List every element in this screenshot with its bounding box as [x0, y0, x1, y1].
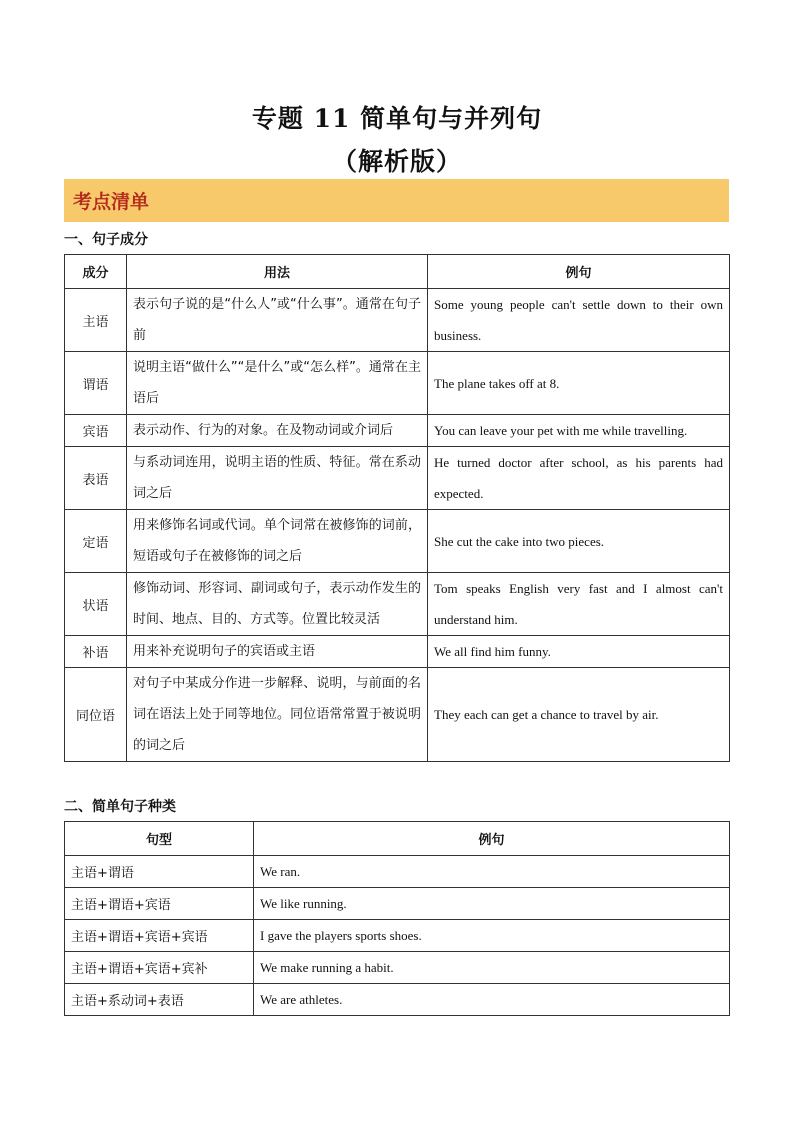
- example-cell: They each can get a chance to travel by air.: [428, 668, 730, 762]
- page-title: 专题 11 简单句与并列句: [251, 104, 543, 133]
- example-cell: He turned doctor after school, as his parents had expected.: [428, 447, 730, 510]
- usage-cell: 对句子中某成分作进一步解释、说明，与前面的名词在语法上处于同等地位。同位语常常置于被说明的词之后: [127, 668, 428, 762]
- table-row: [65, 289, 730, 352]
- example-cell: We ran.: [254, 856, 730, 888]
- table-row: [65, 984, 730, 1016]
- component-cell: 同位语: [65, 668, 127, 762]
- table-row: [65, 510, 730, 573]
- component-cell: 状语: [65, 573, 127, 636]
- table-row: [65, 888, 730, 920]
- example-cell: We all find him funny.: [428, 636, 730, 668]
- table-row: [65, 573, 730, 636]
- usage-cell: 说明主语“做什么”“是什么”或“怎么样”。通常在主语后: [127, 352, 428, 415]
- table-row: [65, 952, 730, 984]
- usage-cell: 修饰动词、形容词、副词或句子，表示动作发生的时间、地点、目的、方式等。位置比较灵活: [127, 573, 428, 636]
- table-row: [65, 352, 730, 415]
- example-cell: We make running a habit.: [254, 952, 730, 984]
- example-cell: We are athletes.: [254, 984, 730, 1016]
- pattern-cell: 主语+谓语+宾语+宾语: [65, 920, 254, 952]
- component-cell: 主语: [65, 289, 127, 352]
- example-cell: The plane takes off at 8.: [428, 352, 730, 415]
- header-component: 成分: [65, 255, 127, 289]
- example-cell: She cut the cake into two pieces.: [428, 510, 730, 573]
- pattern-cell: 主语+谓语: [65, 856, 254, 888]
- pattern-cell: 主语+谓语+宾语: [65, 888, 254, 920]
- usage-cell: 表示动作、行为的对象。在及物动词或介词后: [127, 415, 428, 447]
- pattern-cell: 主语+系动词+表语: [65, 984, 254, 1016]
- table-header-row: [65, 822, 730, 856]
- table-row: [65, 920, 730, 952]
- usage-cell: 表示句子说的是“什么人”或“什么事”。通常在句子前: [127, 289, 428, 352]
- header-example: 例句: [428, 255, 730, 289]
- pattern-cell: 主语+谓语+宾语+宾补: [65, 952, 254, 984]
- example-cell: Some young people can't settle down to their own business.: [428, 289, 730, 352]
- component-cell: 补语: [65, 636, 127, 668]
- table-row: [65, 668, 730, 762]
- table-row: [65, 415, 730, 447]
- component-cell: 谓语: [65, 352, 127, 415]
- example-cell: Tom speaks English very fast and I almost can't understand him.: [428, 573, 730, 636]
- section-heading-sentence-types: 二、简单句子种类: [64, 799, 176, 815]
- example-cell: You can leave your pet with me while travelling.: [428, 415, 730, 447]
- table-header-row: [65, 255, 730, 289]
- component-cell: 宾语: [65, 415, 127, 447]
- usage-cell: 用来修饰名词或代词。单个词常在被修饰的词前，短语或句子在被修饰的词之后: [127, 510, 428, 573]
- sentence-types-table: [64, 821, 730, 1016]
- components-table: [64, 254, 730, 762]
- usage-cell: 用来补充说明句子的宾语或主语: [127, 636, 428, 668]
- component-cell: 定语: [65, 510, 127, 573]
- header-example: 例句: [254, 822, 730, 856]
- table-row: [65, 636, 730, 668]
- example-cell: I gave the players sports shoes.: [254, 920, 730, 952]
- section-heading-components: 一、句子成分: [64, 232, 148, 248]
- page-subtitle: （解析版）: [331, 147, 462, 176]
- table-row: [65, 447, 730, 510]
- usage-cell: 与系动词连用，说明主语的性质、特征。常在系动词之后: [127, 447, 428, 510]
- table-row: [65, 856, 730, 888]
- component-cell: 表语: [65, 447, 127, 510]
- banner-label: 考点清单: [73, 191, 150, 213]
- header-usage: 用法: [127, 255, 428, 289]
- header-pattern: 句型: [65, 822, 254, 856]
- example-cell: We like running.: [254, 888, 730, 920]
- section-banner: [64, 179, 729, 222]
